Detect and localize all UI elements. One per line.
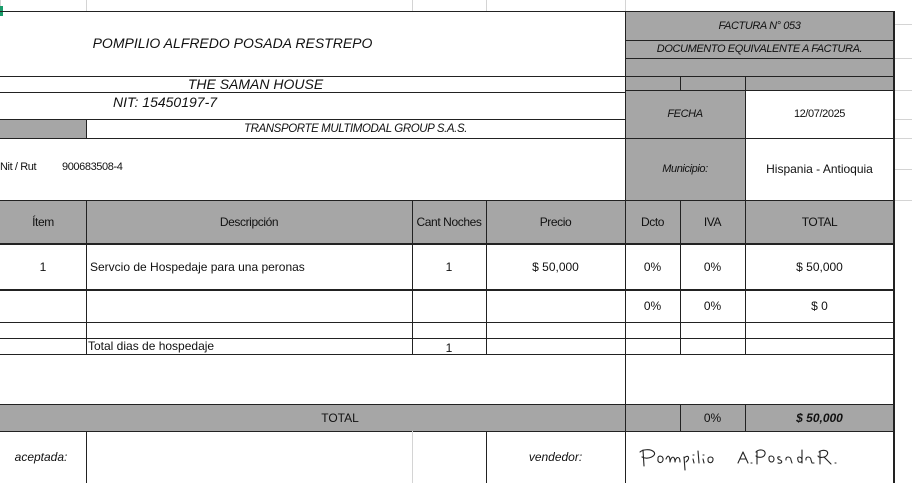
invoice-date: 12/07/2025 [793, 108, 846, 120]
col-header-description: Descripción [219, 214, 279, 229]
col-header-item: Ítem [32, 214, 54, 229]
document-type: DOCUMENTO EQUIVALENTE A FACTURA. [656, 43, 863, 55]
client-nit: 900683508-4 [62, 161, 123, 173]
seller-signature [628, 432, 890, 483]
business-name: THE SAMAN HOUSE [187, 76, 324, 92]
col-header-price: Precio [539, 214, 572, 229]
issuer-nit: NIT: 15450197-7 [113, 94, 218, 110]
total-label: TOTAL [321, 410, 359, 425]
client-nit-label: Nit / Rut [0, 161, 37, 173]
date-label: FECHA [667, 108, 703, 120]
row-price: $ 50,000 [532, 259, 579, 274]
row-discount: 0% [643, 299, 662, 313]
nights-label: Total dias de hospedaje [88, 339, 215, 353]
issuer-name: POMPILIO ALFREDO POSADA RESTREPO [92, 35, 373, 51]
invoice-number: FACTURA N° 053 [718, 19, 801, 32]
nights-value: 1 [445, 341, 453, 355]
row-description: Servcio de Hospedaje para una peronas [90, 259, 305, 274]
row-total: $ 50,000 [796, 259, 843, 274]
row-discount: 0% [643, 259, 662, 274]
row-total: $ 0 [811, 299, 828, 313]
accepted-label: aceptada: [14, 450, 68, 464]
municipality-label: Municipio: [662, 163, 708, 175]
col-header-total: TOTAL [801, 214, 838, 229]
row-tax: 0% [703, 299, 722, 313]
col-header-qty: Cant Noches [416, 214, 482, 229]
row-qty: 1 [445, 259, 453, 274]
row-tax: 0% [703, 259, 722, 274]
col-header-discount: Dcto [640, 214, 665, 229]
total-amount: $ 50,000 [796, 410, 843, 425]
client-name: TRANSPORTE MULTIMODAL GROUP S.A.S. [243, 122, 468, 135]
row-item: 1 [39, 259, 47, 274]
client-label-fill [0, 119, 86, 138]
total-tax: 0% [703, 410, 722, 425]
seller-label: vendedor: [528, 450, 583, 464]
col-header-tax: IVA [703, 214, 722, 229]
municipality: Hispania - Antioquia [766, 162, 873, 176]
